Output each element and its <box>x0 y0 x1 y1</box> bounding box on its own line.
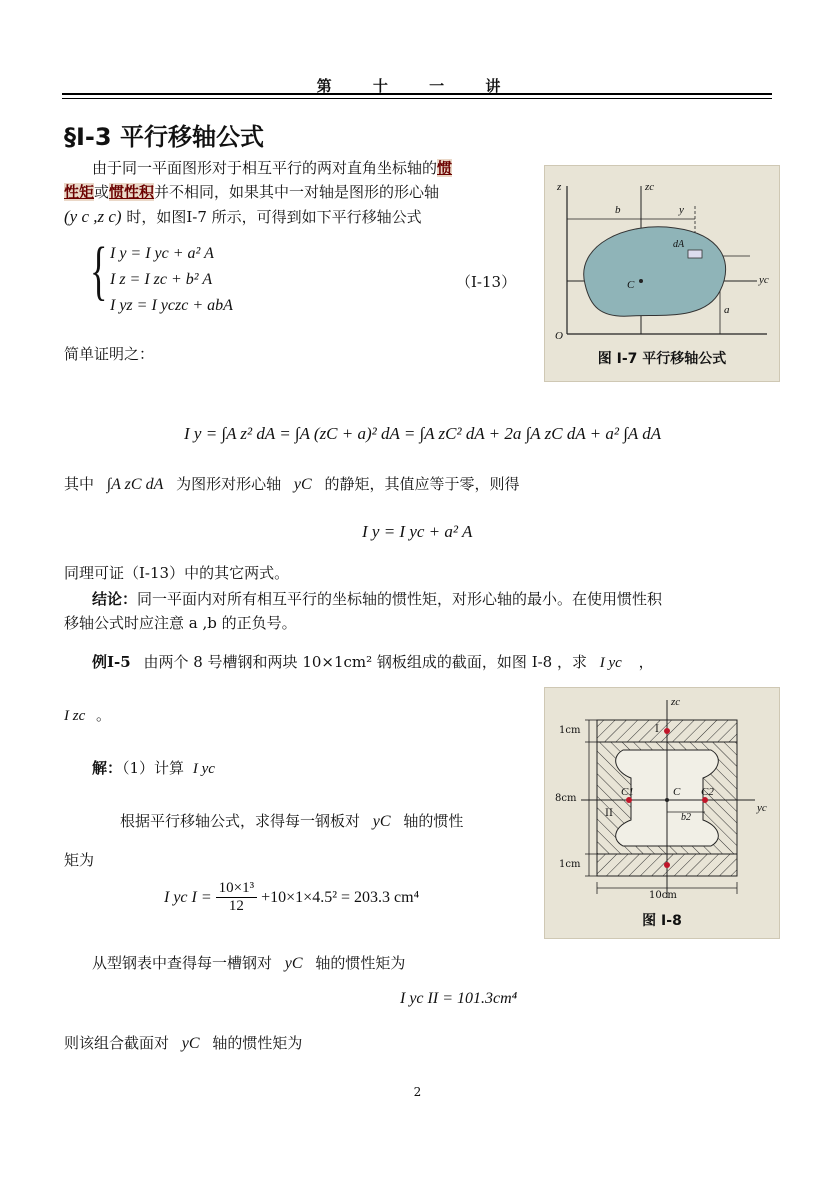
fig7-label-da: dA <box>673 239 685 250</box>
fig8-label-zc: zc <box>671 696 681 708</box>
fig8-dim-bottom-plate: 1cm <box>559 859 581 870</box>
proof-equation: I y = ∫A z² dA = ∫A (zC + a)² dA = ∫A zC² dA + 2a ∫A zC dA + a² ∫A dA <box>184 424 662 443</box>
axis-yc: yC <box>284 955 303 972</box>
solution-step1: （1）计算 <box>122 759 185 777</box>
similar-proof-line: 同理可证（I-13）中的其它两式。 <box>64 564 290 582</box>
axis-yc: yC <box>293 476 312 493</box>
solution-line-5 <box>64 1032 664 1055</box>
example-target-izc: I zc <box>64 708 86 724</box>
header-rule-thin <box>62 98 772 99</box>
fig7-label-z: z <box>557 181 562 193</box>
intro-line-3 <box>64 206 534 228</box>
where-line <box>64 473 764 496</box>
fig8-label-plate-i: I <box>655 724 659 735</box>
solution-label: 解： <box>92 759 123 777</box>
figure-i7-caption: 图 I-7 平行移轴公式 <box>597 351 727 367</box>
term-link-inertia-moment-cont[interactable]: 性矩 <box>64 183 95 201</box>
fig8-label-c: C <box>673 786 681 798</box>
figure-i7 <box>544 165 780 382</box>
fig8-label-yc: yc <box>757 802 767 814</box>
fig7-label-y: y <box>679 204 684 216</box>
axis-yc: yC <box>181 1035 200 1052</box>
example-line-2 <box>64 704 111 727</box>
header-rule-thick <box>62 93 772 95</box>
fig7-label-c: C <box>627 279 635 291</box>
plate-eq-numerator: 10×1³ <box>216 880 257 898</box>
fig8-dim-width: 10cm <box>649 890 677 901</box>
fig7-label-b: b <box>615 204 621 216</box>
formula-eq-2: I z = I zc + b² A <box>110 271 213 288</box>
plate-eq-lhs: I yc I = <box>164 888 212 906</box>
plate-eq-denominator: 12 <box>228 898 244 914</box>
solution-text: 轴的惯性 <box>403 812 464 830</box>
plate-eq-rhs: +10×1×4.5² = 203.3 cm⁴ <box>261 888 420 906</box>
intro-line-2 <box>64 181 534 203</box>
intro-line-1 <box>92 157 532 179</box>
conclusion-line-1 <box>92 588 782 610</box>
figure-i8 <box>544 687 780 939</box>
where-mid: 为图形对形心轴 <box>176 475 282 493</box>
solution-line-4 <box>92 952 692 975</box>
page-number: 2 <box>413 1085 422 1099</box>
lecture-header: 第 十 一 讲 <box>316 77 519 95</box>
where-pre: 其中 <box>64 475 95 493</box>
example-period: 。 <box>96 706 112 724</box>
fig7-label-a: a <box>724 304 730 316</box>
fig7-label-zc: zc <box>645 181 655 193</box>
solution-text: 则该组合截面对 <box>64 1034 170 1052</box>
formula-number: （Ⅰ-13） <box>456 273 517 291</box>
fig7-label-origin: O <box>555 330 563 342</box>
plate-eq-fraction <box>216 880 257 915</box>
conclusion-label: 结论： <box>92 590 138 608</box>
formula-eq-1: I y = I yc + a² A <box>110 245 214 262</box>
solution-text: 从型钢表中查得每一槽钢对 <box>92 954 273 972</box>
axis-yc: yC <box>372 813 391 830</box>
section-title: §Ⅰ-3 平行移轴公式 <box>64 123 264 151</box>
figure-i8-caption: 图 I-8 <box>642 913 682 929</box>
channel-inertia-equation: I yc II = 101.3cm⁴ <box>400 990 518 1007</box>
intro-text: 并不相同，如果其中一对轴是图形的形心轴 <box>154 183 440 201</box>
intro-text: 或 <box>94 183 110 201</box>
result-equation: I y = I yc + a² A <box>362 522 473 541</box>
centroid-axes-notation: (y c ,z c) <box>64 207 122 226</box>
solution-text: 轴的惯性矩为 <box>315 954 406 972</box>
example-comma: ， <box>638 653 654 671</box>
fig8-label-c2: C2 <box>701 786 714 798</box>
example-label: 例Ⅰ-5 <box>92 653 131 671</box>
term-link-inertia-moment[interactable]: 惯 <box>437 159 453 177</box>
solution-line-3: 矩为 <box>64 851 95 869</box>
term-link-product-of-inertia[interactable]: 惯性积 <box>109 183 155 201</box>
where-post: 的静矩，其值应等于零，则得 <box>324 475 520 493</box>
solution-line-2 <box>120 810 530 833</box>
solution-target-iyc: I yc <box>192 761 215 777</box>
intro-text: 由于同一平面图形对于相互平行的两对直角坐标轴的 <box>92 159 438 177</box>
formula-brace: { <box>90 234 108 307</box>
solution-text: 根据平行移轴公式，求得每一钢板对 <box>120 812 361 830</box>
example-line <box>92 651 782 674</box>
fig8-label-b2: b2 <box>681 812 691 823</box>
solution-line-1 <box>92 757 215 780</box>
fig8-label-channel-ii: II <box>605 808 613 819</box>
conclusion-text: 同一平面内对所有相互平行的坐标轴的惯性矩，对形心轴的最小。在使用惯性积 <box>137 590 663 608</box>
conclusion-line-2: 移轴公式时应注意 a ,b 的正负号。 <box>64 614 297 632</box>
static-moment-expr: ∫A zC dA <box>106 476 164 493</box>
proof-label: 简单证明之： <box>64 345 155 363</box>
solution-text: 轴的惯性矩为 <box>212 1034 303 1052</box>
intro-text: 时，如图Ⅰ-7 所示，可得到如下平行移轴公式 <box>126 208 422 226</box>
example-text: 由两个 8 号槽钢和两块 10×1cm² 钢板组成的截面，如图 Ⅰ-8 ，求 <box>143 653 587 671</box>
plate-inertia-equation <box>164 880 419 915</box>
fig7-label-yc: yc <box>759 274 769 286</box>
fig8-dim-top-plate: 1cm <box>559 725 581 736</box>
example-target-iyc: I yc <box>599 655 622 671</box>
fig8-label-c1: C1 <box>621 786 634 798</box>
formula-eq-3: I yz = I yczc + abA <box>110 297 233 314</box>
fig8-dim-height: 8cm <box>555 793 577 804</box>
